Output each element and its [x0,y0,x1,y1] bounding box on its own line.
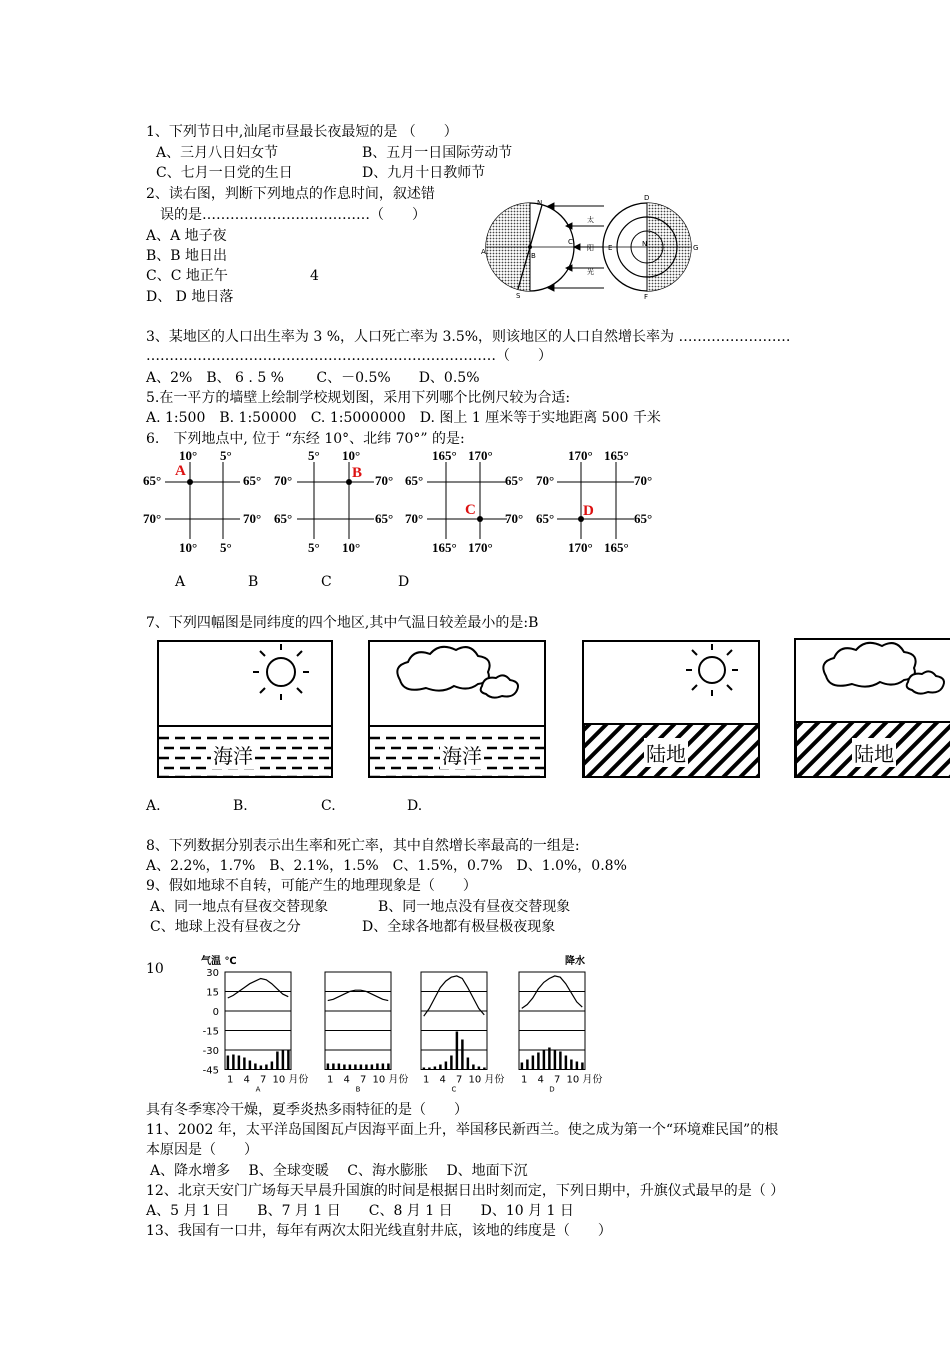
q10-precip-bar [376,1064,378,1070]
q10-xtick-label: 10 月份 [468,1074,505,1086]
q10-precip-bar [428,1068,430,1070]
sun-icon [686,644,738,696]
q10-precip-bar [354,1065,356,1070]
q10-precip-bar [543,1051,545,1070]
q6-c-right-1: 65° [505,473,524,488]
q10-precip-bar [478,1067,480,1070]
q10-temperature-line [522,976,583,1009]
q10-precip-bar [570,1060,572,1070]
q10-precip-bar [581,1063,583,1070]
q2-label-s: S [516,292,521,300]
q10-climate-panel [519,972,602,1094]
q3-stem-line2: …………………………………………………………………（ ） [146,348,552,364]
q7-answer-d: D. [407,798,423,814]
q10-precip-bar [526,1060,528,1070]
q7-panel-b [368,640,546,778]
q10-precip-bar [472,1065,474,1070]
q10-precip-bar [254,1064,256,1070]
q10-precip-bar [287,1051,289,1070]
q2-label-n2: N [642,240,648,248]
q6-answer-c: C [321,574,332,590]
q6-b-bottom-2: 10° [342,540,361,555]
q10-precip-bar [483,1068,485,1070]
q10-temperature-line [228,979,289,999]
q10-precip-bar [461,1040,463,1070]
q10-xtick-label: 1 [227,1074,234,1086]
q10-ytick-label: 15 [206,987,219,999]
q6-b-top-2: 10° [342,448,361,463]
q6-a-top-1: 10° [179,448,198,463]
q12-stem: 12、北京天安门广场每天早晨升国旗的时间是根据日出时刻而定，下列日期中，升旗仪式最早的是（ ） [146,1183,785,1199]
q6-d-top-1: 170° [568,448,593,463]
q2-option-c: C、C 地正午 [146,268,228,284]
q6-b-top-1: 5° [308,448,320,463]
q1-option-c: C、七月一日党的生日 [156,165,293,181]
q10-xtick-label: 7 [554,1074,561,1086]
q10-xtick-label: 4 [439,1074,446,1086]
q6-d-right-1: 70° [634,473,653,488]
q10-precip-bar [260,1066,262,1070]
q7-panel-d-label: 陆地 [852,738,896,767]
q1-option-a: A、三月八日妇女节 [156,145,279,161]
q10-precip-bar [423,1068,425,1070]
q10-precip-bar [450,1056,452,1070]
q2-figure-diagram [480,192,700,302]
q6-answer-b: B [248,574,259,590]
q1-option-b: B、五月一日国际劳动节 [362,145,513,161]
q10-xtick-label: 7 [260,1074,267,1086]
q10-panel-frame [325,972,391,1070]
q9-option-a: A、同一地点有昼夜交替现象 [150,899,329,915]
q10-precip-bar [371,1065,373,1070]
q10-precip-bar [576,1062,578,1070]
q10-xtick-label: 4 [343,1074,350,1086]
q10-precip-bar [343,1065,345,1070]
q2-label-a: A [481,248,486,256]
q6-d-point-label: D [583,503,594,519]
q10-precip-bar [456,1032,458,1070]
q6-a-bottom-1: 10° [179,540,198,555]
q9-stem: 9、假如地球不自转，可能产生的地理现象是（ ） [146,878,477,894]
q2-label-d: D [644,194,650,202]
q6-c-point-label: C [465,502,476,518]
q10-ytick-label: 30 [206,968,219,979]
q10-panel-frame [225,972,291,1070]
q1-stem: 1、下列节日中,汕尾市昼最长夜最短的是 （ ） [146,124,458,140]
q10-precip-bar [338,1064,340,1070]
q10-precip-bar [227,1056,229,1070]
q10-stem: 具有冬季寒冷干燥，夏季炎热多雨特征的是（ ） [146,1102,468,1118]
q7-answer-b: B. [233,798,248,814]
q10-precip-bar [360,1065,362,1070]
q9-option-b: B、同一地点没有昼夜交替现象 [378,899,571,915]
q6-point-c [477,516,483,522]
q10-ylabel-right: 降水 [565,956,585,967]
q7-panel-b-label: 海洋 [440,740,484,769]
q13-stem: 13、我国有一口井，每年有两次太阳光线直射井底，该地的纬度是（ ） [146,1223,612,1239]
q6-c-top-2: 170° [468,448,493,463]
q10-panel-label: D [549,1085,555,1094]
q10-precip-bar [265,1065,267,1070]
q10-precip-bar [271,1062,273,1070]
q2-label-g: G [693,244,699,252]
q11-stem-line1: 11、2002 年，太平洋岛国图瓦卢因海平面上升，举国移民新西兰。使之成为第一个“环境难民国”的根 [146,1122,779,1138]
q10-ytick-label: -45 [202,1065,219,1077]
q10-precip-bar [548,1048,550,1070]
q10-temperature-line [424,976,485,1016]
q11-stem-line2: 本原因是（ ） [146,1142,258,1158]
q7-panel-c-label: 陆地 [644,738,688,767]
q7-answer-c: C. [321,798,336,814]
q9-option-c: C、地球上没有昼夜之分 [150,919,301,935]
q10-climate-panel [421,972,504,1094]
q10-precip-bar [382,1064,384,1070]
q6-d-bottom-1: 170° [568,540,593,555]
q9-option-d: D、全球各地都有极昼极夜现象 [362,919,556,935]
q6-answer-d: D [398,574,410,590]
cloud-icon [823,643,915,687]
q10-xtick-label: 4 [243,1074,250,1086]
q2-stem-line2: 误的是………………………………（ ） [160,207,426,223]
q2-option-d: D、 D 地日落 [146,289,234,305]
q7-panel-c [582,640,760,778]
q10-precip-bar [554,1050,556,1070]
q2-label-sun1: 太 [587,216,594,224]
q2-label-b: B [531,252,536,260]
q10-xtick-label: 7 [456,1074,463,1086]
q6-stem: 6. 下列地点中, 位于 “东经 10°、北纬 70°” 的是: [146,431,465,447]
q10-precip-bar [434,1067,436,1070]
q10-xtick-label: 10 月份 [372,1074,409,1086]
cloud-icon [481,675,518,697]
q10-panel-frame [421,972,487,1070]
q10-panel-frame [519,972,585,1070]
q10-panel-label: C [451,1085,457,1094]
q10-xtick-label: 4 [537,1074,544,1086]
q10-precip-bar [249,1061,251,1070]
q2-label-e: E [608,244,613,252]
q2-left-globe [486,200,574,295]
q10-ytick-label: -15 [202,1026,219,1038]
q10-precip-bar [565,1056,567,1070]
q2-label-n: N [537,199,543,207]
q3-stem-line1: 3、某地区的人口出生率为 3 %，人口死亡率为 3.5%，则该地区的人口自然增长率为 …………………… [146,329,791,345]
q10-ytick-label: -30 [202,1046,219,1057]
q6-b-point-label: B [352,465,363,481]
q10-xtick-label: 10 月份 [272,1074,309,1086]
q10-xtick-label: 7 [360,1074,367,1086]
q10-precip-bar [559,1052,561,1070]
q10-xtick-label: 10 月份 [566,1074,603,1086]
q6-c-left-2: 70° [405,511,424,526]
q10-panel-label: B [355,1085,361,1094]
q6-point-a [187,479,193,485]
q1-option-d: D、九月十日教师节 [362,165,486,181]
q10-precip-bar [327,1064,329,1070]
q10-precip-bar [387,1064,389,1070]
q8-stem: 8、下列数据分别表示出生率和死亡率，其中自然增长率最高的一组是: [146,838,580,854]
q6-d-left-1: 70° [536,473,555,488]
q10-xtick-label: 1 [521,1074,528,1086]
q10-xtick-label: 1 [327,1074,334,1086]
q10-precip-bar [332,1064,334,1070]
q6-c-top-1: 165° [432,448,457,463]
q7-stem: 7、下列四幅图是同纬度的四个地区,其中气温日较差最小的是:B [146,615,539,631]
q6-b-right-2: 65° [375,511,394,526]
q6-b-left-1: 70° [274,473,293,488]
q6-d-right-2: 65° [634,511,653,526]
q7-panel-a [157,640,333,778]
q6-b-left-2: 65° [274,511,293,526]
q6-answer-a: A [175,574,186,590]
q10-precip-bar [349,1065,351,1070]
q7-panel-d [794,638,950,778]
q11-options: A、降水增多 B、全球变暖 C、海水膨胀 D、地面下沉 [150,1163,528,1179]
q6-b-bottom-1: 5° [308,540,320,555]
q10-ylabel-left: 气温 ℃ [201,956,237,967]
q10-xtick-label: 1 [423,1074,430,1086]
q6-a-left-2: 70° [143,511,162,526]
q3-options: A、2% B、 6 . 5 % C、－0.5% D、0.5% [146,370,480,386]
q10-precip-bar [282,1050,284,1070]
q10-ytick-label: 0 [212,1007,219,1018]
q10-precip-bar [439,1065,441,1070]
sun-icon [253,644,309,700]
q6-d-top-2: 165° [604,448,629,463]
q6-c-left-1: 65° [405,473,424,488]
q2-label-sun3: 光 [587,268,594,276]
q7-answer-a: A. [146,798,161,814]
q10-panel-label: A [255,1085,261,1094]
q6-a-point-label: A [175,463,186,479]
q10-climate-charts [195,950,603,1100]
q2-extra-number: 4 [310,268,319,284]
q2-stem-line1: 2、读右图，判断下列地点的作息时间，叙述错 [146,186,435,202]
q6-a-right-2: 70° [243,511,262,526]
q5-stem: 5.在一平方的墙壁上绘制学校规划图，采用下列哪个比例尺较为合适: [146,390,571,406]
q2-label-sun2: 阳 [587,244,594,252]
q10-precip-bar [276,1052,278,1070]
cloud-icon [397,647,489,691]
q10-precip-bar [467,1058,469,1070]
q10-precip-bar [365,1065,367,1070]
q6-b-right-1: 70° [375,473,394,488]
q7-panel-a-label: 海洋 [211,740,255,769]
q2-option-a: A、A 地子夜 [146,228,227,244]
q8-options: A、2.2%，1.7% B、2.1%，1.5% C、1.5%，0.7% D、1.0%，0.8% [146,858,627,874]
q10-panels [225,972,602,1094]
q10-precip-bar [238,1056,240,1070]
q6-a-left-1: 65° [143,473,162,488]
q10-number: 10 [146,961,164,977]
q10-precip-bar [532,1056,534,1070]
q10-precip-bar [445,1062,447,1070]
q10-yaxis [203,968,219,1077]
q6-d-left-2: 65° [536,511,555,526]
q6-c-bottom-2: 170° [468,540,493,555]
q5-options: A. 1:500 B. 1:50000 C. 1:5000000 D. 图上 1 厘米等于实地距离 500 千米 [146,410,661,426]
q6-d-bottom-2: 165° [604,540,629,555]
q6-c-bottom-1: 165° [432,540,457,555]
q2-label-f: F [644,293,649,301]
q2-right-globe [603,200,692,295]
q6-c-right-2: 70° [505,511,524,526]
q12-options: A、5 月 1 日 B、7 月 1 日 C、8 月 1 日 D、10 月 1 日 [146,1203,574,1219]
q2-option-b: B、B 地日出 [146,248,228,264]
q2-label-c: C [568,238,573,246]
q10-climate-panel [325,972,408,1094]
q10-precip-bar [243,1058,245,1070]
q6-a-bottom-2: 5° [220,540,232,555]
q6-a-top-2: 5° [220,448,232,463]
q10-precip-bar [521,1063,523,1070]
q10-precip-bar [537,1053,539,1070]
q6-a-right-1: 65° [243,473,262,488]
q10-precip-bar [232,1055,234,1070]
cloud-icon [907,671,944,693]
q10-climate-panel [225,972,308,1094]
